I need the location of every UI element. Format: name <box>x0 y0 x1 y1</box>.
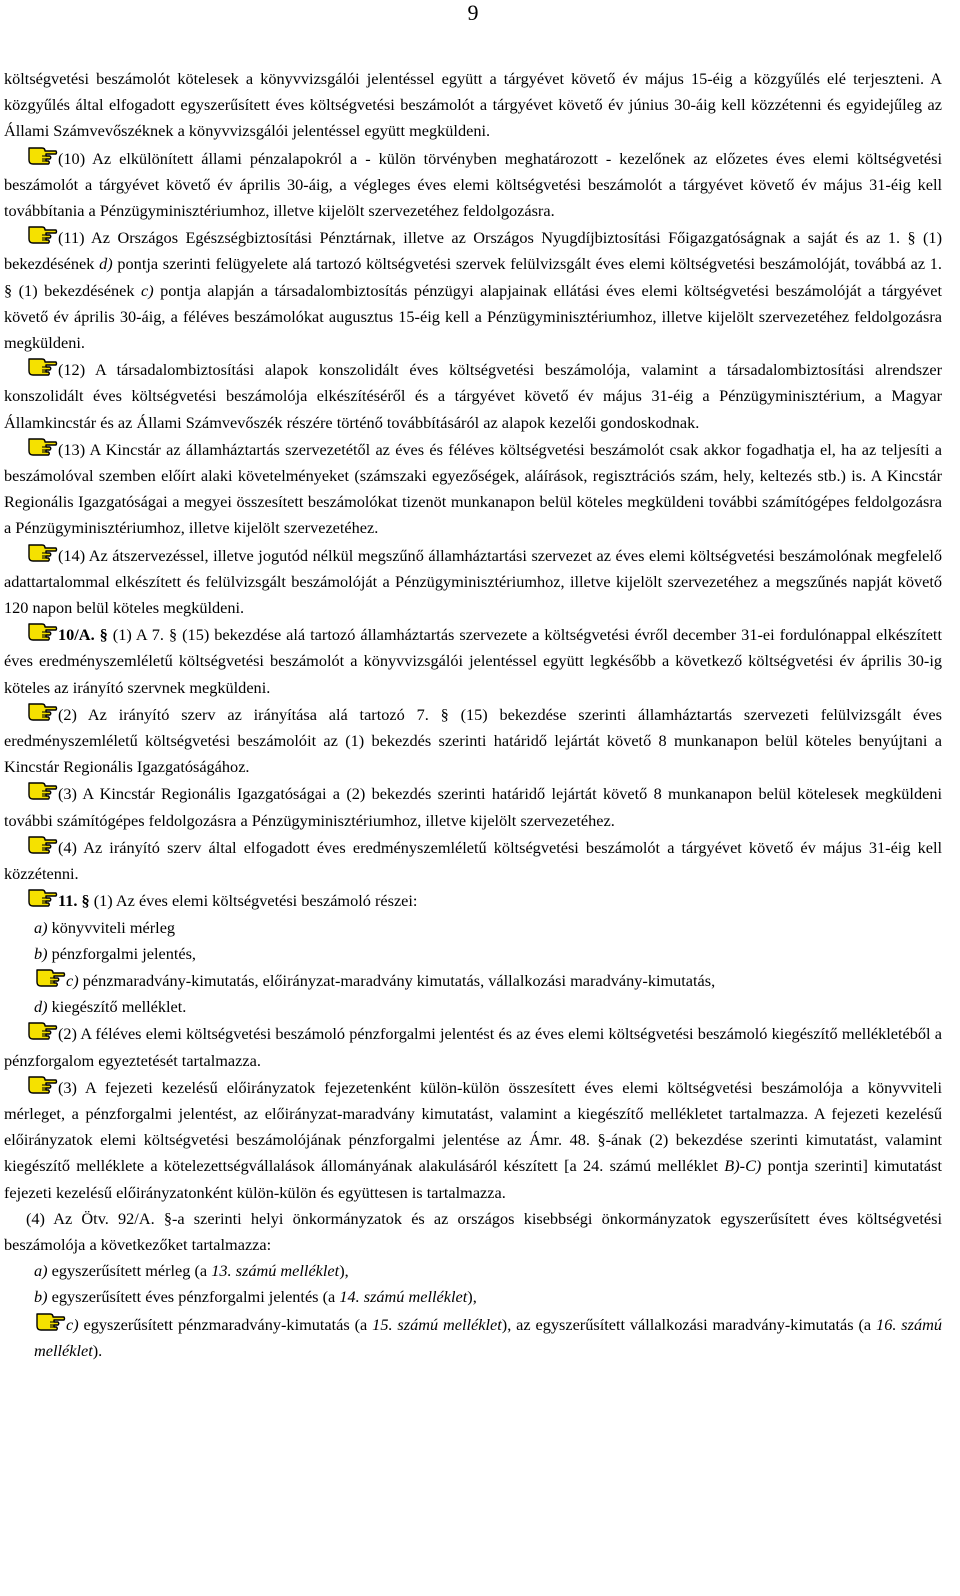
paragraph <box>4 436 942 542</box>
text-run: pontja szerinti felügyelete alá tartozó költségvetési szervek felülvizsgált éves elemi költségvetési beszámolóját, továbbá az 1. § (1) bekezdésének <box>4 254 942 300</box>
text-run: (2) Az irányító szerv az irányítása alá tartozó 7. § (15) bekezdése szerinti államháztartás szervezeti felülvizsgált éves eredményszemléletű költségvetési beszámolóit az (1) bekezdés szerinti határidő lejártát követő 8 munkanapon belül köteles benyújtani a Kincstár Regionális Igazgatóságához. <box>4 704 942 777</box>
text-run: (1) Az éves elemi költségvetési beszámoló részei: <box>89 891 418 911</box>
paragraph <box>4 701 942 781</box>
text-run: (4) Az Ötv. 92/A. §-a szerinti helyi önkormányzatok és az országos kisebbségi önkormányzatok egyszerűsített éves költségvetési beszámolója a következőket tartalmazza: <box>4 1208 942 1254</box>
list-item <box>34 1284 942 1310</box>
italic-text: a) <box>34 917 48 937</box>
text-run: ), az egyszerűsített vállalkozási maradvány-kimutatás (a <box>501 1314 877 1334</box>
text-run: könyvviteli mérleg <box>47 917 176 937</box>
italic-text: 16. számú melléklet <box>34 1314 942 1360</box>
pointing-hand-icon[interactable] <box>26 224 58 246</box>
text-run: egyszerűsített éves pénzforgalmi jelentés (a <box>47 1287 340 1307</box>
pointing-hand-icon[interactable] <box>26 436 58 458</box>
italic-text: d) <box>99 254 113 274</box>
bold-text: 10/A. <box>58 625 95 645</box>
text-run: pontja szerinti] kimutatást fejezeti kezelésű előirányzatonként külön-külön és együttesen is tartalmazza. <box>4 1156 943 1202</box>
italic-text: 14. számú melléklet <box>339 1287 468 1307</box>
text-run: ). <box>92 1340 103 1360</box>
bold-text: 11. <box>58 891 78 911</box>
text-run: (13) A Kincstár az államháztartás szervezetétől az éves és féléves költségvetési beszámolót csak akkor fogadhatja el, ha az teljesíti a beszámolóval szemben előírt alaki követelményeket (számszaki egyezőségek, aláírások, regisztrációs szám, hely, keltezés stb.) is. A Kincstár Regionális Igazgatóságai a megyei összesített beszámolókat tizenöt munkanapon belül köteles megküldeni további számítógépes feldolgozásra a Pénzügyminisztériumhoz, illetve kijelölt szervezetéhez. <box>4 439 942 538</box>
text-run: pontja alapján a társadalombiztosítás pénzügyi alapjainak ellátási éves elemi költségvetési beszámolóját a tárgyévet követő év április 30-áig, a féléves beszámolókat augusztus 15-éig kell a Pénzügyminisztériumhoz, illetve kijelölt szervezetéhez feldolgozásra megküldeni. <box>4 280 942 353</box>
pointing-hand-icon[interactable] <box>26 701 58 723</box>
text-run: (4) Az irányító szerv által elfogadott éves eredményszemléletű költségvetési beszámolót a tárgyévet követő év május 31-éig kell közzétenni. <box>4 837 942 884</box>
bold-text: § <box>99 625 108 645</box>
list-item <box>34 941 942 967</box>
paragraph <box>4 356 942 436</box>
italic-text: b) <box>34 1287 48 1307</box>
text-run: (12) A társadalombiztosítási alapok konszolidált éves költségvetési beszámolója, valamint a társadalombiztosítási alrendszer konszolidált éves költségvetési beszámolója elkészítéséről és a tárgyévet követő év május 31-éig a Pénzügyminisztérium, a Magyar Államkincstár és az Állami Számvevőszék részére történő továbbításáról az alapok kezelői gondoskodnak. <box>4 360 942 432</box>
bold-text: § <box>81 891 90 911</box>
text-run: (11) Az Országos Egészségbiztosítási Pénztárnak, illetve az Országos Nyugdíjbiztosítási Főigazgatóságnak a saját és az 1. § (1) bekezdésének <box>4 228 942 274</box>
pointing-hand-icon[interactable] <box>26 145 58 167</box>
italic-text: a) <box>34 1261 48 1281</box>
italic-text: 13. számú melléklet <box>211 1261 340 1281</box>
pointing-hand-icon[interactable] <box>26 542 58 564</box>
text-run: pénzmaradvány-kimutatás, előirányzat-maradvány kimutatás, vállalkozási maradvány-kimutatás, <box>78 970 716 990</box>
pointing-hand-icon[interactable] <box>26 834 58 856</box>
italic-text: c) <box>140 280 154 300</box>
paragraph <box>4 780 942 833</box>
paragraph <box>4 145 942 225</box>
text-run: pénzforgalmi jelentés, <box>47 943 197 963</box>
pointing-hand-icon[interactable] <box>26 887 58 909</box>
text-run: (3) A fejezeti kezelésű előirányzatok fejezetenként külön-külön összesített éves elemi költségvetési beszámolója a könyvviteli mérleget, a pénzforgalmi jelentést, az előirányzat-maradvány kimutatást, valamint a kiegészítő mellékletet tartalmazza. A fejezeti kezelésű előirányzatok elemi költségvetési beszámolójának pénzforgalmi jelentése az Ámr. 48. §-ának (2) bekezdése szerinti kimutatást, valamint kiegészítő melléklete a kötelezettségvállalások állományának alakulásáról készített [a 24. számú melléklet <box>4 1077 942 1176</box>
italic-text: b) <box>34 943 48 963</box>
list-item <box>34 994 942 1020</box>
italic-text: B)-C) <box>724 1156 762 1176</box>
paragraph <box>4 1074 942 1206</box>
pointing-hand-icon[interactable] <box>26 1020 58 1042</box>
paragraph <box>4 1020 942 1073</box>
pointing-hand-icon[interactable] <box>26 780 58 802</box>
text-run: (10) Az elkülönített állami pénzalapokról a - külön törvényben meghatározott - kezelőnek az előzetes éves elemi költségvetési beszámolót a tárgyévet követő év április 30-áig, a végleges éves elemi költségvetési beszámolót a tárgyévet követő év május 31-éig kell továbbítania a Pénzügyminisztériumhoz, illetve kijelölt szervezetéhez feldolgozásra. <box>4 148 942 221</box>
paragraph <box>4 887 942 914</box>
text-run: egyszerűsített pénzmaradvány-kimutatás (a <box>78 1314 373 1334</box>
pointing-hand-icon[interactable] <box>34 967 66 989</box>
pointing-hand-icon[interactable] <box>26 1074 58 1096</box>
page-number: 9 <box>467 0 479 25</box>
text-run: (2) A féléves elemi költségvetési beszámoló pénzforgalmi jelentést és az éves elemi költségvetési beszámoló kiegészítő mellékletéből a pénzforgalom egyeztetését tartalmazza. <box>4 1024 942 1070</box>
text-run: (3) A Kincstár Regionális Igazgatóságai a (2) bekezdés szerinti határidő lejártát követő 8 munkanapon belül kötelesek megküldeni további számítógépes feldolgozásra a Pénzügyminisztériumhoz, illetve kijelölt szervezetéhez. <box>4 784 942 830</box>
italic-text: 15. számú melléklet <box>372 1314 502 1334</box>
pointing-hand-icon[interactable] <box>26 621 58 643</box>
list-item <box>34 1311 942 1364</box>
italic-text: d) <box>34 997 48 1017</box>
text-run: egyszerűsített mérleg (a <box>47 1261 212 1281</box>
italic-text: c) <box>66 1314 79 1334</box>
pointing-hand-icon[interactable] <box>34 1311 66 1333</box>
text-run: költségvetési beszámolót kötelesek a könyvvizsgálói jelentéssel együtt a tárgyévet követő év május 15-éig a közgyűlés elé terjeszteni. A közgyűlés által elfogadott egyszerűsített éves költségvetési beszámolót a tárgyévet követő év június 30-áig kell közzétenni és egyidejűleg az Állami Számvevőszéknek a könyvvizsgálói jelentéssel együtt megküldeni. <box>4 69 942 141</box>
text-run: (14) Az átszervezéssel, illetve jogutód nélkül megszűnő államháztartási szervezet az éves elemi költségvetési beszámolónak megfelelő adattartalommal elkészített és felülvizsgált beszámolóját a Pénzügyminisztériumhoz, illetve kijelölt szervezetéhez a megszűnés napját követő 120 napon belül köteles megküldeni. <box>4 545 942 618</box>
paragraph <box>4 621 942 701</box>
list-item <box>34 915 942 941</box>
text-run: (1) A 7. § (15) bekezdése alá tartozó államháztartás szervezete a költségvetési évről december 31-ei fordulónappal elkészített éves eredményszemléletű költségvetési beszámolót a könyvvizsgálói jelentéssel együtt legkésőbb a következő költségvetési év április 30-ig köteles az irányító szervnek megküldeni. <box>4 625 942 697</box>
paragraph <box>4 66 942 145</box>
document-body <box>4 66 942 1364</box>
text-run: kiegészítő melléklet. <box>47 997 187 1017</box>
text-run: ), <box>339 1261 349 1281</box>
paragraph <box>4 542 942 622</box>
list-item <box>34 1258 942 1284</box>
paragraph <box>4 834 942 887</box>
text-run: ), <box>467 1287 477 1307</box>
paragraph <box>4 1206 942 1258</box>
paragraph <box>4 224 942 356</box>
italic-text: c) <box>66 970 79 990</box>
pointing-hand-icon[interactable] <box>26 356 58 378</box>
list-item <box>34 967 942 994</box>
